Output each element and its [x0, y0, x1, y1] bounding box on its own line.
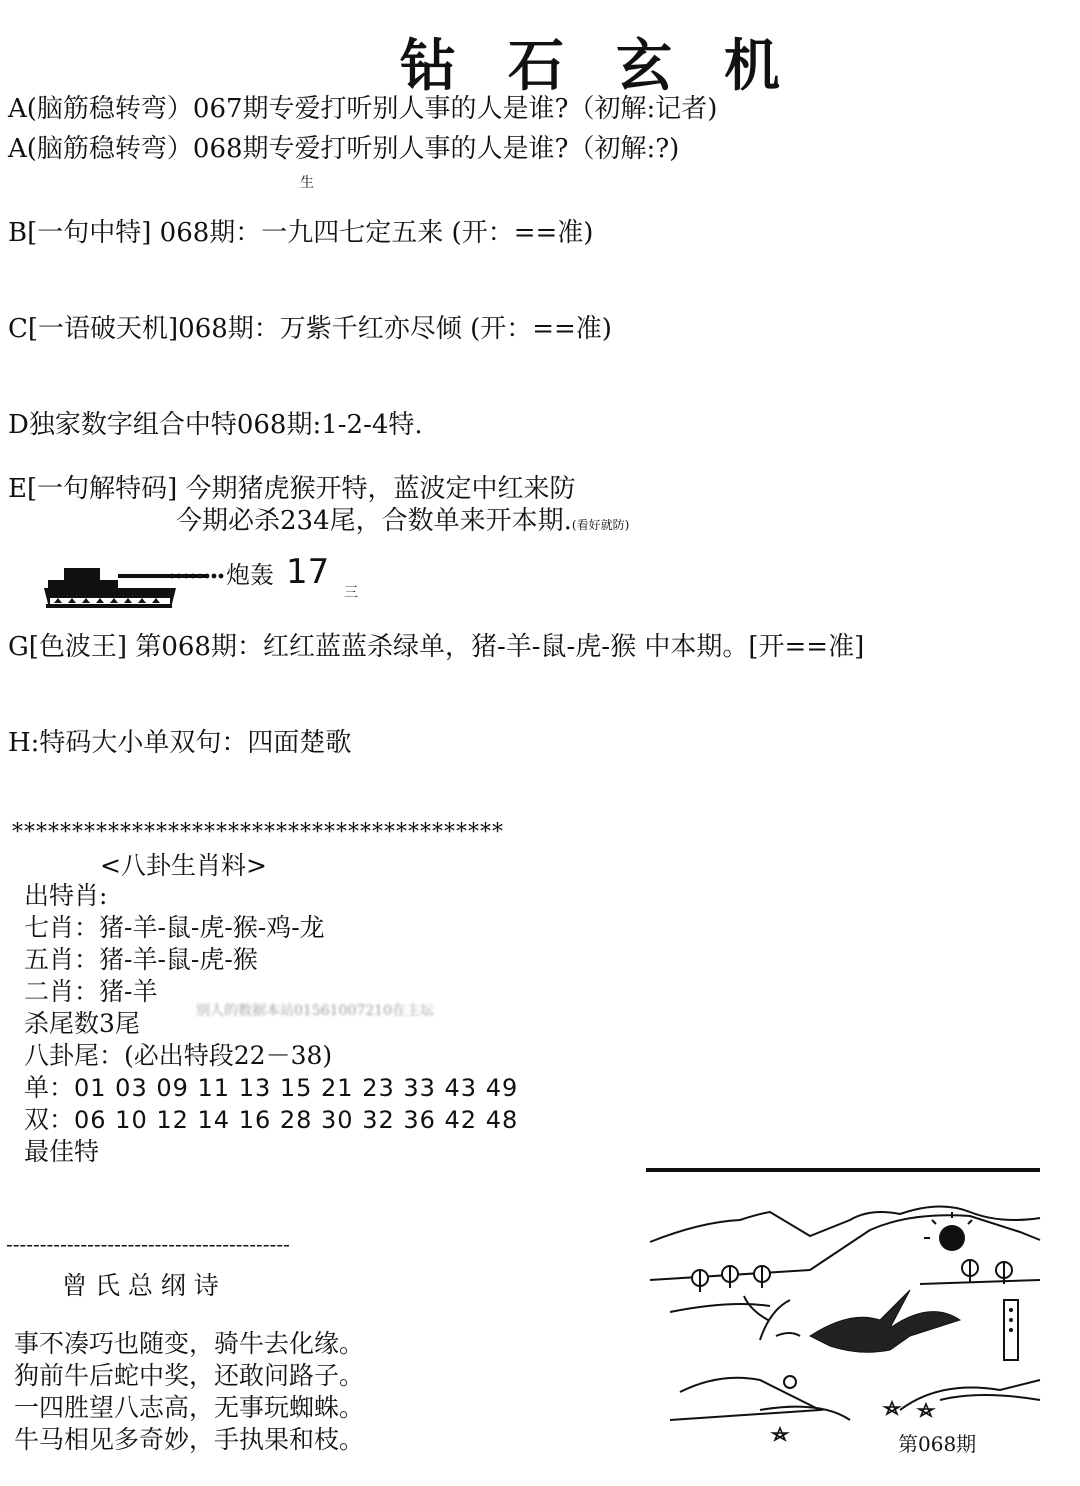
- stars-separator: *****************************************: [12, 820, 504, 845]
- bagua-chu-te-xiao: 出特肖:: [24, 881, 108, 910]
- line-b: B[一句中特] 068期：一九四七定五来 (开：==准): [8, 218, 594, 248]
- blurred-watermark: 别人的数据本站01561007210在主坛: [196, 1003, 434, 1019]
- riddle-note: 生: [300, 175, 314, 191]
- riddle-067: A(脑筋稳转弯）067期专爱打听别人事的人是谁?（初解:记者): [8, 94, 718, 124]
- poem-line: 狗前牛后蛇中奖，还敢问路子。: [14, 1361, 365, 1390]
- bagua-dan: [24, 1072, 518, 1104]
- cannon-number: 17: [286, 552, 330, 592]
- dash-separator: ------------------------------------------: [6, 1232, 290, 1256]
- line-e2: [176, 500, 629, 537]
- bagua-shuang: [24, 1104, 518, 1136]
- bagua-wu-xiao: 五肖：猪-羊-鼠-虎-猴: [24, 945, 258, 974]
- landscape-illustration: [640, 1160, 1050, 1460]
- bagua-sha-wei: 杀尾数3尾: [24, 1009, 140, 1038]
- line-g: G[色波王] 第068期：红红蓝蓝杀绿单，猪-羊-鼠-虎-猴 中本期。[开==准]: [8, 632, 865, 662]
- poem-line: 牛马相见多奇妙，手执果和枝。: [14, 1425, 365, 1454]
- dan-label: 单：: [24, 1073, 75, 1102]
- line-e1: E[一句解特码] 今期猪虎猴开特，蓝波定中红来防: [8, 474, 576, 504]
- bagua-wei: 八卦尾：(必出特段22－38): [24, 1041, 333, 1070]
- shuang-numbers: 06 10 12 14 16 28 30 32 36 42 48: [74, 1106, 519, 1134]
- line-c: C[一语破天机]068期：万紫千红亦尽倾 (开：==准): [8, 314, 612, 344]
- illustration-caption: 第068期: [898, 1432, 977, 1456]
- cannon-note: 三: [344, 585, 358, 601]
- bagua-heading: <八卦生肖料>: [100, 851, 267, 880]
- bagua-er-xiao: 二肖：猪-羊: [24, 977, 158, 1006]
- tank-icon: [40, 560, 230, 612]
- line-d: D独家数字组合中特068期:1-2-4特.: [8, 410, 423, 440]
- line-h: H:特码大小单双句：四面楚歌: [8, 728, 352, 758]
- poem-title: 曾 氏 总 纲 诗: [62, 1271, 219, 1300]
- shuang-label: 双：: [24, 1105, 75, 1134]
- riddle-068: A(脑筋稳转弯）068期专爱打听别人事的人是谁?（初解:?): [8, 134, 680, 164]
- line-e2-text: 今期必杀234尾，合数单来开本期.: [176, 506, 572, 536]
- bagua-qi-xiao: 七肖：猪-羊-鼠-虎-猴-鸡-龙: [24, 913, 325, 942]
- poem-line: 一四胜望八志高，无事玩蜘蛛。: [14, 1393, 365, 1422]
- cannon-label: 炮轰: [226, 561, 274, 589]
- line-e2-note: (看好就防): [571, 518, 630, 532]
- poem-line: 事不凑巧也随变，骑牛去化缘。: [14, 1329, 365, 1358]
- bagua-zui-jia-te: 最佳特: [24, 1137, 100, 1166]
- dan-numbers: 01 03 09 11 13 15 21 23 33 43 49: [74, 1074, 519, 1102]
- page-title: 钻石玄机: [400, 33, 832, 99]
